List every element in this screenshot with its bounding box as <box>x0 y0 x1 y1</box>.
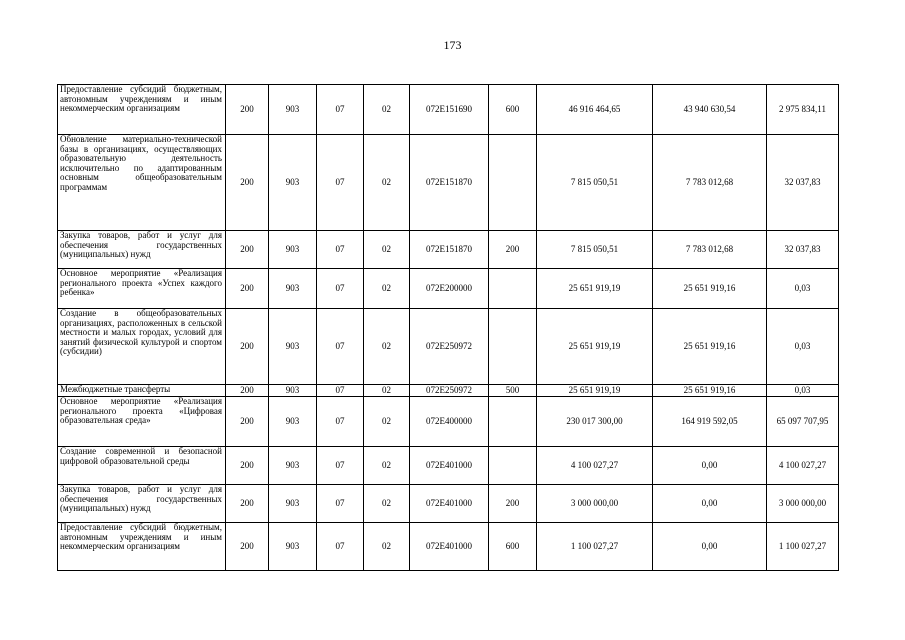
chapter-code: 07 <box>317 447 364 485</box>
target-code: 072E401000 <box>410 485 489 523</box>
row-name: Создание современной и безопасной цифровой образовательной среды <box>58 447 226 485</box>
chapter-code: 07 <box>317 397 364 447</box>
executed-amount: 43 940 630,54 <box>653 85 767 135</box>
ministry-code: 903 <box>269 397 317 447</box>
planned-amount: 25 651 919,19 <box>537 309 653 385</box>
remaining-amount: 0,03 <box>767 269 839 309</box>
executed-amount: 7 783 012,68 <box>653 135 767 231</box>
subchapter-code: 02 <box>364 85 410 135</box>
expense-type <box>489 447 537 485</box>
table-row <box>58 385 839 397</box>
ministry-code: 903 <box>269 523 317 571</box>
section-code: 200 <box>226 485 269 523</box>
ministry-code: 903 <box>269 231 317 269</box>
section-code: 200 <box>226 269 269 309</box>
section-code: 200 <box>226 385 269 397</box>
subchapter-code: 02 <box>364 447 410 485</box>
section-code: 200 <box>226 397 269 447</box>
ministry-code: 903 <box>269 269 317 309</box>
subchapter-code: 02 <box>364 135 410 231</box>
executed-amount: 25 651 919,16 <box>653 309 767 385</box>
expense-type <box>489 309 537 385</box>
executed-amount: 164 919 592,05 <box>653 397 767 447</box>
table-row <box>58 397 839 447</box>
target-code: 072E400000 <box>410 397 489 447</box>
target-code: 072E250972 <box>410 309 489 385</box>
row-name: Закупка товаров, работ и услуг для обеспечения государственных (муниципальных) нужд <box>58 485 226 523</box>
budget-table <box>57 84 839 571</box>
ministry-code: 903 <box>269 85 317 135</box>
executed-amount: 0,00 <box>653 447 767 485</box>
row-name: Закупка товаров, работ и услуг для обеспечения государственных (муниципальных) нужд <box>58 231 226 269</box>
executed-amount: 0,00 <box>653 485 767 523</box>
chapter-code: 07 <box>317 85 364 135</box>
executed-amount: 25 651 919,16 <box>653 269 767 309</box>
table-row <box>58 447 839 485</box>
expense-type: 200 <box>489 231 537 269</box>
section-code: 200 <box>226 231 269 269</box>
remaining-amount: 2 975 834,11 <box>767 85 839 135</box>
expense-type <box>489 135 537 231</box>
row-name: Межбюджетные трансферты <box>58 385 226 397</box>
planned-amount: 46 916 464,65 <box>537 85 653 135</box>
ministry-code: 903 <box>269 385 317 397</box>
section-code: 200 <box>226 523 269 571</box>
table-row <box>58 485 839 523</box>
table-row <box>58 135 839 231</box>
chapter-code: 07 <box>317 309 364 385</box>
planned-amount: 4 100 027,27 <box>537 447 653 485</box>
expense-type <box>489 269 537 309</box>
row-name: Предоставление субсидий бюджетным, автономным учреждениям и иным некоммерческим организациям <box>58 523 226 571</box>
table-row <box>58 231 839 269</box>
row-name: Создание в общеобразовательных организациях, расположенных в сельской местности и малых городах, условий для занятий физической культурой и спортом (субсидии) <box>58 309 226 385</box>
subchapter-code: 02 <box>364 397 410 447</box>
subchapter-code: 02 <box>364 269 410 309</box>
chapter-code: 07 <box>317 523 364 571</box>
expense-type: 200 <box>489 485 537 523</box>
remaining-amount: 32 037,83 <box>767 231 839 269</box>
expense-type <box>489 397 537 447</box>
planned-amount: 1 100 027,27 <box>537 523 653 571</box>
chapter-code: 07 <box>317 135 364 231</box>
chapter-code: 07 <box>317 485 364 523</box>
table-row <box>58 523 839 571</box>
chapter-code: 07 <box>317 231 364 269</box>
row-name: Основное мероприятие «Реализация регионального проекта «Цифровая образовательная среда» <box>58 397 226 447</box>
ministry-code: 903 <box>269 447 317 485</box>
chapter-code: 07 <box>317 269 364 309</box>
table-row <box>58 85 839 135</box>
expense-type: 500 <box>489 385 537 397</box>
chapter-code: 07 <box>317 385 364 397</box>
row-name: Обновление материально-технической базы в организациях, осуществляющих образовательную деятельность исключительно по адаптированным основным общеобразовательным программам <box>58 135 226 231</box>
target-code: 072E401000 <box>410 523 489 571</box>
remaining-amount: 0,03 <box>767 309 839 385</box>
planned-amount: 25 651 919,19 <box>537 385 653 397</box>
page-number: 173 <box>443 38 462 52</box>
target-code: 072E200000 <box>410 269 489 309</box>
target-code: 072E151870 <box>410 231 489 269</box>
planned-amount: 3 000 000,00 <box>537 485 653 523</box>
ministry-code: 903 <box>269 135 317 231</box>
target-code: 072E250972 <box>410 385 489 397</box>
expense-type: 600 <box>489 523 537 571</box>
target-code: 072E401000 <box>410 447 489 485</box>
planned-amount: 7 815 050,51 <box>537 135 653 231</box>
table-row <box>58 309 839 385</box>
remaining-amount: 4 100 027,27 <box>767 447 839 485</box>
remaining-amount: 1 100 027,27 <box>767 523 839 571</box>
budget-table-body <box>58 85 839 571</box>
subchapter-code: 02 <box>364 309 410 385</box>
planned-amount: 7 815 050,51 <box>537 231 653 269</box>
section-code: 200 <box>226 85 269 135</box>
executed-amount: 25 651 919,16 <box>653 385 767 397</box>
subchapter-code: 02 <box>364 485 410 523</box>
table-row <box>58 269 839 309</box>
subchapter-code: 02 <box>364 231 410 269</box>
remaining-amount: 0,03 <box>767 385 839 397</box>
target-code: 072E151870 <box>410 135 489 231</box>
target-code: 072E151690 <box>410 85 489 135</box>
executed-amount: 7 783 012,68 <box>653 231 767 269</box>
section-code: 200 <box>226 309 269 385</box>
subchapter-code: 02 <box>364 385 410 397</box>
ministry-code: 903 <box>269 485 317 523</box>
ministry-code: 903 <box>269 309 317 385</box>
row-name: Основное мероприятие «Реализация регионального проекта «Успех каждого ребенка» <box>58 269 226 309</box>
remaining-amount: 65 097 707,95 <box>767 397 839 447</box>
row-name: Предоставление субсидий бюджетным, автономным учреждениям и иным некоммерческим организациям <box>58 85 226 135</box>
section-code: 200 <box>226 447 269 485</box>
remaining-amount: 32 037,83 <box>767 135 839 231</box>
subchapter-code: 02 <box>364 523 410 571</box>
section-code: 200 <box>226 135 269 231</box>
planned-amount: 230 017 300,00 <box>537 397 653 447</box>
executed-amount: 0,00 <box>653 523 767 571</box>
remaining-amount: 3 000 000,00 <box>767 485 839 523</box>
planned-amount: 25 651 919,19 <box>537 269 653 309</box>
expense-type: 600 <box>489 85 537 135</box>
